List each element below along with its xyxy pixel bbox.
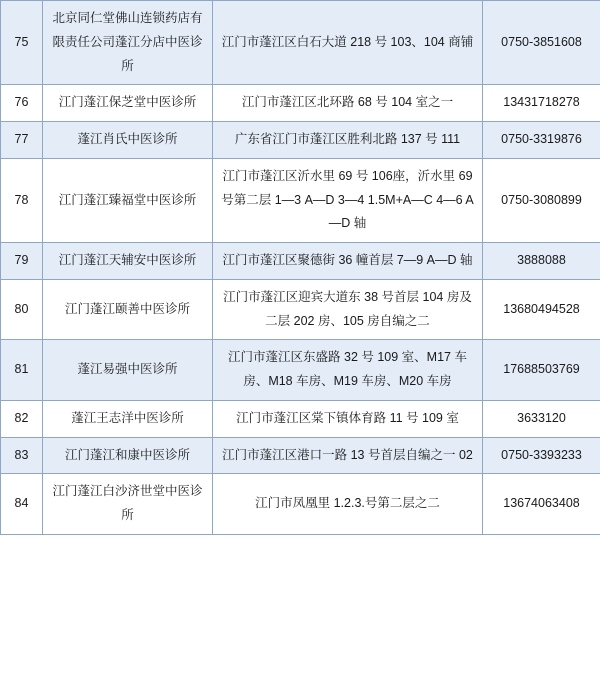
clinic-table-body bbox=[1, 1, 600, 535]
row-address: 江门市蓬江区迎宾大道东 38 号首层 104 房及二层 202 房、105 房自编之二 bbox=[213, 279, 483, 340]
row-institution-name: 江门蓬江天辅安中医诊所 bbox=[43, 243, 213, 280]
row-institution-name: 北京同仁堂佛山连锁药店有限责任公司蓬江分店中医诊所 bbox=[43, 1, 213, 85]
table-row bbox=[1, 1, 600, 85]
row-address: 江门市蓬江区东盛路 32 号 109 室、M17 车房、M18 车房、M19 车房、M20 车房 bbox=[213, 340, 483, 401]
row-telephone: 3633120 bbox=[483, 400, 600, 437]
row-index: 80 bbox=[1, 279, 43, 340]
row-telephone: 13431718278 bbox=[483, 85, 600, 122]
row-address: 江门市蓬江区棠下镇体育路 11 号 109 室 bbox=[213, 400, 483, 437]
table-row bbox=[1, 340, 600, 401]
row-index: 76 bbox=[1, 85, 43, 122]
row-index: 84 bbox=[1, 474, 43, 535]
row-index: 75 bbox=[1, 1, 43, 85]
row-institution-name: 江门蓬江和康中医诊所 bbox=[43, 437, 213, 474]
table-row bbox=[1, 85, 600, 122]
row-telephone: 0750-3319876 bbox=[483, 122, 600, 159]
row-index: 79 bbox=[1, 243, 43, 280]
row-address: 江门市蓬江区港口一路 13 号首层自编之一 02 bbox=[213, 437, 483, 474]
row-telephone: 0750-3851608 bbox=[483, 1, 600, 85]
row-institution-name: 蓬江王志洋中医诊所 bbox=[43, 400, 213, 437]
row-address: 江门市蓬江区聚德街 36 幢首层 7—9 A—D 轴 bbox=[213, 243, 483, 280]
row-institution-name: 蓬江易强中医诊所 bbox=[43, 340, 213, 401]
row-index: 78 bbox=[1, 158, 43, 242]
table-row bbox=[1, 437, 600, 474]
row-institution-name: 江门蓬江白沙济世堂中医诊所 bbox=[43, 474, 213, 535]
table-row bbox=[1, 122, 600, 159]
row-index: 81 bbox=[1, 340, 43, 401]
row-index: 83 bbox=[1, 437, 43, 474]
row-address: 江门市蓬江区北环路 68 号 104 室之一 bbox=[213, 85, 483, 122]
row-institution-name: 江门蓬江臻福堂中医诊所 bbox=[43, 158, 213, 242]
row-address: 广东省江门市蓬江区胜利北路 137 号 111 bbox=[213, 122, 483, 159]
row-index: 82 bbox=[1, 400, 43, 437]
row-telephone: 0750-3393233 bbox=[483, 437, 600, 474]
row-institution-name: 蓬江肖氏中医诊所 bbox=[43, 122, 213, 159]
row-address: 江门市蓬江区白石大道 218 号 103、104 商铺 bbox=[213, 1, 483, 85]
row-telephone: 13680494528 bbox=[483, 279, 600, 340]
table-row bbox=[1, 400, 600, 437]
row-address: 江门市蓬江区沂水里 69 号 106座，沂水里 69 号第二层 1—3 A—D 3—4 1.5M+A—C 4—6 A—D 轴 bbox=[213, 158, 483, 242]
row-institution-name: 江门蓬江颐善中医诊所 bbox=[43, 279, 213, 340]
row-index: 77 bbox=[1, 122, 43, 159]
table-row bbox=[1, 474, 600, 535]
row-telephone: 17688503769 bbox=[483, 340, 600, 401]
table-row bbox=[1, 158, 600, 242]
row-address: 江门市凤凰里 1.2.3.号第二层之二 bbox=[213, 474, 483, 535]
table-row bbox=[1, 243, 600, 280]
row-telephone: 13674063408 bbox=[483, 474, 600, 535]
row-telephone: 3888088 bbox=[483, 243, 600, 280]
row-telephone: 0750-3080899 bbox=[483, 158, 600, 242]
row-institution-name: 江门蓬江保芝堂中医诊所 bbox=[43, 85, 213, 122]
table-row bbox=[1, 279, 600, 340]
